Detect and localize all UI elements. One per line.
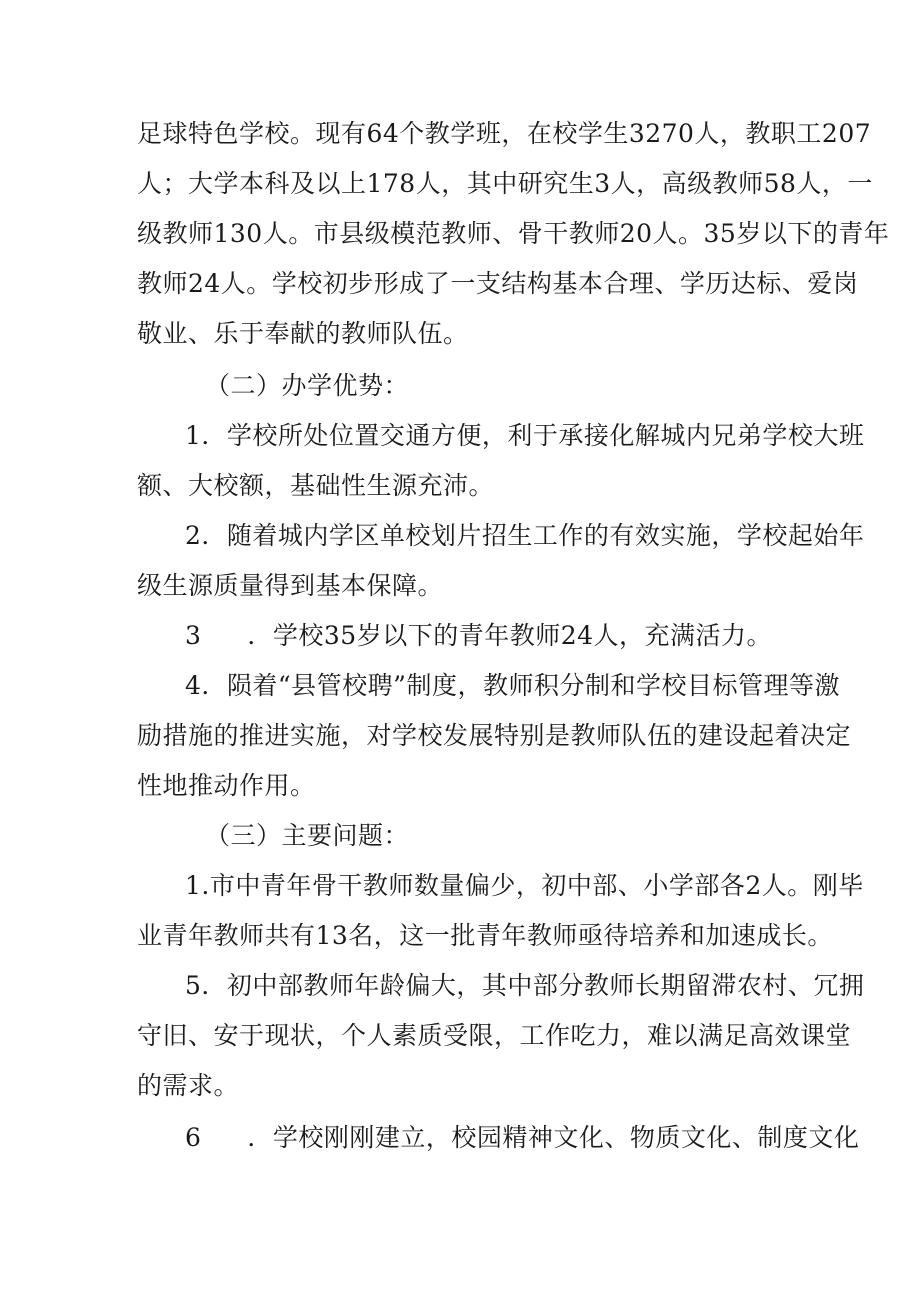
- list-item-line: [185, 620, 845, 652]
- list-item-line: 守旧、安于现状，个人素质受限，工作吃力，难以满足高效课堂: [137, 1021, 852, 1050]
- list-item-text: ．学校刚刚建立，校园精神文化、物质文化、制度文化: [247, 1123, 860, 1152]
- section-heading: （二）办学优势：: [205, 371, 410, 400]
- paragraph-line: 敬业、乐于奉献的教师队伍。: [137, 319, 469, 348]
- list-item-text: ．学校35岁以下的青年教师24人，充满活力。: [247, 621, 773, 650]
- section-heading: （三）主要问题：: [205, 821, 410, 850]
- list-item-line: 级生源质量得到基本保障。: [137, 571, 444, 600]
- list-item-line: 1.市中青年骨干教师数量偏少，初中部、小学部各2人。刚毕: [185, 871, 864, 900]
- list-item-line: 1．学校所处位置交通方便，利于承接化解城内兄弟学校大班: [185, 421, 865, 450]
- list-item-line: 业青年教师共有13名，这一批青年教师亟待培养和加速成长。: [137, 921, 833, 950]
- list-item-line: 励措施的推进实施，对学校发展特别是教师队伍的建设起着决定: [137, 721, 852, 750]
- list-item-line: 额、大校额，基础性生源充沛。: [137, 471, 495, 500]
- paragraph-line: 级教师130人。市县级模范教师、骨干教师20人。35岁以下的青年: [137, 219, 890, 248]
- list-number: 3: [185, 621, 202, 650]
- list-item-line: 的需求。: [137, 1071, 240, 1100]
- list-item-line: 性地推动作用。: [137, 771, 316, 800]
- list-item-line: [185, 1122, 860, 1154]
- list-item-line: 4．陨着“县管校聘”制度，教师积分制和学校目标管理等激: [185, 671, 840, 700]
- paragraph-line: 教师24人。学校初步形成了一支结构基本合理、学历达标、爱岗: [137, 269, 859, 298]
- paragraph-line: 人；大学本科及以上178人，其中研究生3人，高级教师58人，一: [137, 169, 873, 198]
- list-item-line: 5．初中部教师年龄偏大，其中部分教师长期留滞农村、冗拥: [185, 971, 865, 1000]
- list-item-line: 2．随着城内学区单校划片招生工作的有效实施，学校起始年: [185, 521, 865, 550]
- list-number: 6: [185, 1123, 202, 1152]
- paragraph-line: 足球特色学校。现有64个教学班，在校学生3270人，教职工207: [137, 119, 872, 148]
